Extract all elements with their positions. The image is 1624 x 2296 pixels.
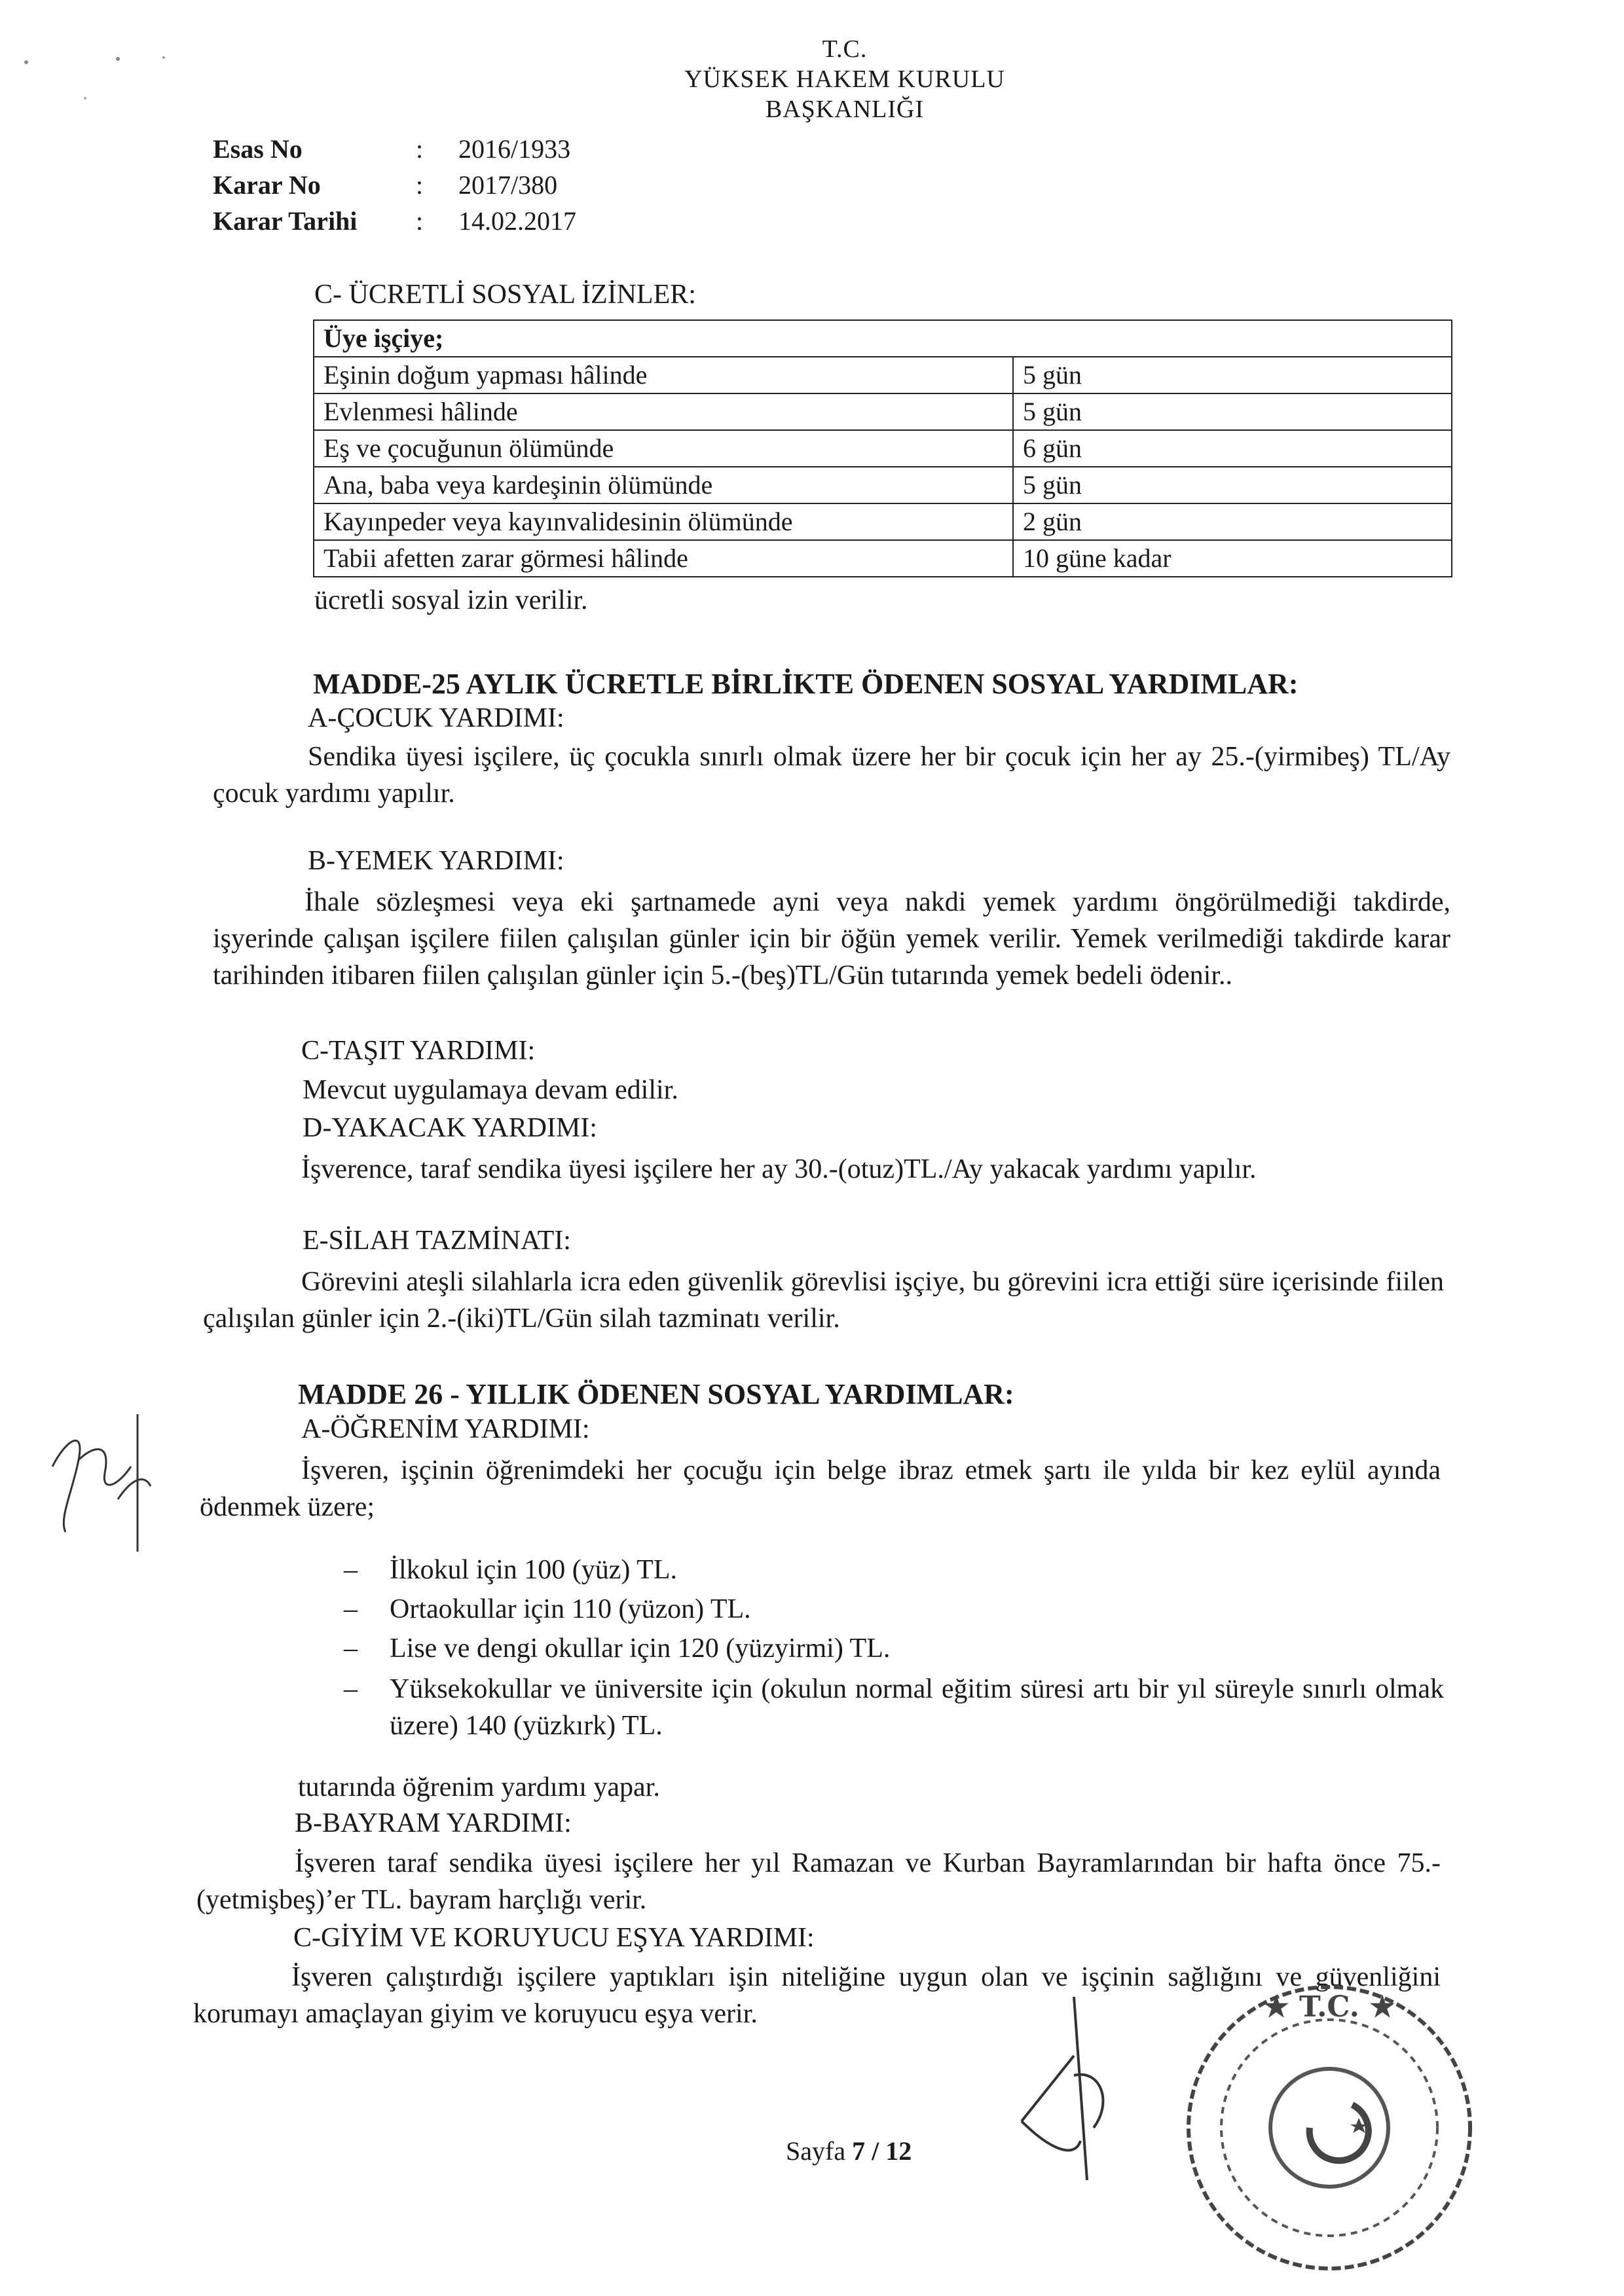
tasit-title: C-TAŞIT YARDIMI: — [301, 1036, 536, 1066]
table-row — [314, 357, 1452, 393]
leave-table — [313, 319, 1452, 577]
case-meta — [213, 131, 671, 242]
signature-icon — [1008, 1990, 1139, 2187]
yemek-title: B-YEMEK YARDIMI: — [308, 846, 564, 876]
madde26-title: MADDE 26 - YILLIK ÖDENEN SOSYAL YARDIMLAR: — [298, 1378, 1014, 1410]
tasit-text: Mevcut uygulamaya devam edilir. — [303, 1075, 678, 1105]
header-tc: T.C. — [822, 35, 868, 63]
tarih-colon: : — [416, 206, 424, 236]
esas-row — [213, 131, 671, 167]
karar-label: Karar No — [213, 170, 321, 200]
seal-text: ★ T.C. ★ — [1263, 1990, 1395, 2024]
sosyal-izin-footer: ücretli sosyal izin verilir. — [314, 585, 588, 615]
giyim-title: C-GİYİM VE KORUYUCU EŞYA YARDIMI: — [293, 1923, 815, 1953]
official-seal-icon — [1179, 1977, 1480, 2278]
bayram-title: B-BAYRAM YARDIMI: — [295, 1808, 572, 1838]
table-row — [314, 540, 1452, 577]
table-row — [314, 393, 1452, 430]
cocuk-text: Sendika üyesi işçilere, üç çocukla sınırlı olmak üzere her bir çocuk için her ay 25.-(yirmibeş) TL/Ay çocuk yardımı yapılır. — [213, 742, 1450, 809]
page-sep: / — [872, 2136, 879, 2166]
row-value: 5 gün — [1013, 357, 1452, 393]
madde25-title: MADDE-25 AYLIK ÜCRETLE BİRLİKTE ÖDENEN SOSYAL YARDIMLAR: — [313, 668, 1299, 700]
header-kurul: YÜKSEK HAKEM KURULU — [684, 65, 1005, 93]
page-total: 12 — [885, 2136, 912, 2166]
esas-colon: : — [416, 134, 424, 164]
giyim-text: İşveren çalıştırdığı işçilere yaptıkları işin niteliğine uygun olan ve işçinin sağlığını ve güvenliğini korumayı amaçlayan giyim ve koruyucu eşya verir. — [193, 1962, 1441, 2029]
handwritten-initials-icon — [39, 1388, 157, 1558]
table-row — [314, 503, 1452, 540]
table-row — [314, 430, 1452, 467]
karar-value: 2017/380 — [458, 170, 558, 200]
row-value: 5 gün — [1013, 393, 1452, 430]
row-label: Eş ve çocuğunun ölümünde — [314, 430, 1013, 467]
tarih-value: 14.02.2017 — [458, 206, 576, 236]
yakacak-text: İşverence, taraf sendika üyesi işçilere her ay 30.-(otuz)TL./Ay yakacak yardımı yapılır. — [301, 1154, 1257, 1184]
row-value: 2 gün — [1013, 503, 1452, 540]
list-item: – Ortaokullar için 110 (yüzon) TL. — [344, 1594, 751, 1624]
table-row — [314, 467, 1452, 503]
ogrenim-text: İşveren, işçinin öğrenimdeki her çocuğu için belge ibraz etmek şartı ile yılda bir kez eylül ayında ödenmek üzere; — [200, 1455, 1441, 1522]
table-header-cell: Üye işçiye; — [314, 320, 1452, 357]
row-label: Eşinin doğum yapması hâlinde — [314, 357, 1013, 393]
silah-title: E-SİLAH TAZMİNATI: — [303, 1226, 571, 1256]
karar-colon: : — [416, 170, 424, 200]
sosyal-izin-title: C- ÜCRETLİ SOSYAL İZİNLER: — [314, 280, 696, 310]
scan-speckle-icon — [0, 0, 262, 131]
ogrenim-title: A-ÖĞRENİM YARDIMI: — [301, 1414, 590, 1444]
tarih-label: Karar Tarihi — [213, 206, 358, 236]
yemek-text: İhale sözleşmesi veya eki şartnamede ayni veya nakdi yemek yardımı öngörülmediği takdirde, işyerinde çalışan işçilere fiilen çalışılan günler için bir öğün yemek verilir. Yemek verilmediği takdirde karar tarihinden itibaren fiilen çalışılan günler için 5.-(beş)TL/Gün tutarında yemek bedeli ödenir.. — [213, 887, 1450, 991]
row-label: Kayınpeder veya kayınvalidesinin ölümünde — [314, 503, 1013, 540]
silah-text: Görevini ateşli silahlarla icra eden güvenlik görevlisi işçiye, bu görevini icra ettiği süre içerisinde fiilen çalışılan günler için 2.-(iki)TL/Gün silah tazminatı verilir. — [203, 1267, 1444, 1334]
table-header-row — [314, 320, 1452, 357]
row-value: 5 gün — [1013, 467, 1452, 503]
row-value: 10 güne kadar — [1013, 540, 1452, 577]
yakacak-title: D-YAKACAK YARDIMI: — [303, 1113, 597, 1143]
ogrenim-footer: tutarında öğrenim yardımı yapar. — [298, 1772, 660, 1802]
list-item: – Lise ve dengi okullar için 120 (yüzyirmi) TL. — [344, 1633, 891, 1664]
bayram-text: İşveren taraf sendika üyesi işçilere her yıl Ramazan ve Kurban Bayramlarından bir hafta önce 75.-(yetmişbeş)’er TL. bayram harçlığı verir. — [196, 1848, 1441, 1915]
esas-label: Esas No — [213, 134, 303, 164]
list-item: – Yüksekokullar ve üniversite için (okulun normal eğitim süresi artı bir yıl süreyle sınırlı olmak üzere) 140 (yüzkırk) TL. — [344, 1674, 1444, 1741]
esas-value: 2016/1933 — [458, 134, 571, 164]
leave-table-wrap — [313, 319, 1452, 577]
tarih-row — [213, 203, 671, 239]
page-label: Sayfa — [786, 2136, 846, 2166]
document-header — [589, 34, 1100, 124]
list-item: – İlkokul için 100 (yüz) TL. — [344, 1555, 677, 1585]
row-label: Tabii afetten zarar görmesi hâlinde — [314, 540, 1013, 577]
row-value: 6 gün — [1013, 430, 1452, 467]
cocuk-title: A-ÇOCUK YARDIMI: — [308, 703, 564, 733]
page-number — [786, 2136, 912, 2166]
header-baskanlik: BAŞKANLIĞI — [765, 96, 925, 123]
row-label: Ana, baba veya kardeşinin ölümünde — [314, 467, 1013, 503]
karar-row — [213, 167, 671, 203]
page-current: 7 — [852, 2136, 866, 2166]
row-label: Evlenmesi hâlinde — [314, 393, 1013, 430]
